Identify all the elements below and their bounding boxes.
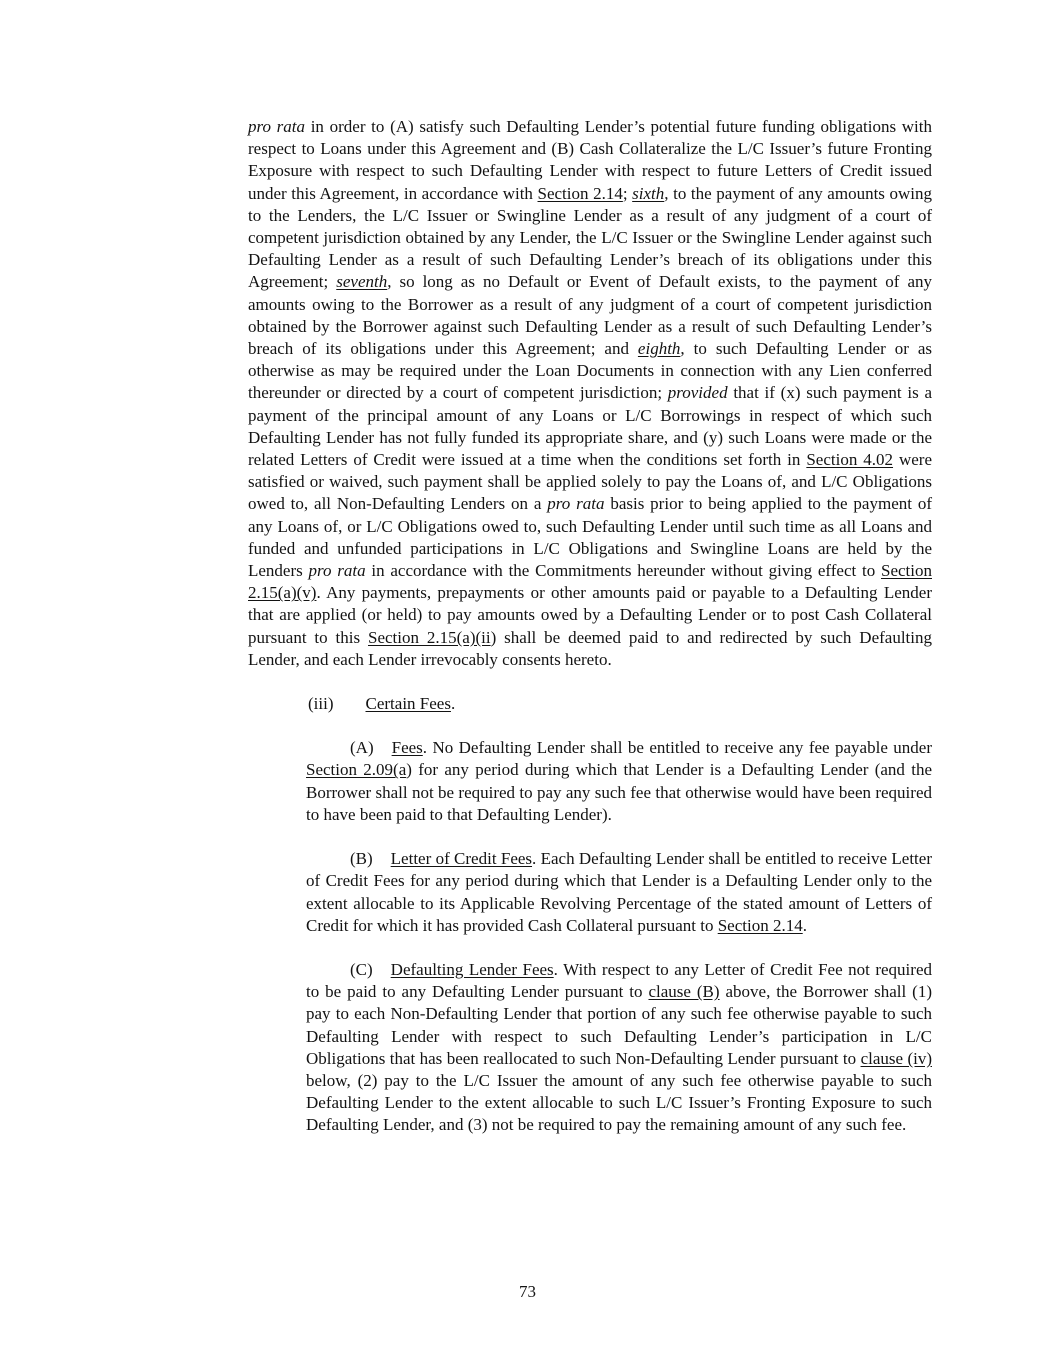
text-run: . No Defaulting Lender shall be entitled to receive any fee payable under (422, 738, 932, 758)
text-run: . (802, 915, 807, 935)
text-run: below, (2) pay to the L/C Issuer the amount of any such fee otherwise payable to such Defaulting Lender to the extent allocable to such L/C Issuer’s Fronting Exposure to such Defaulting Lender, and (3) not be required to pay the remaining amount of any such fee. (306, 1070, 932, 1135)
text-run: . Any payments, prepayments or other amounts paid or payable to a Defaulting Lender that are applied (or held) to pay amounts owed by a Defaulting Lender or to post Cash Collateral pursuant to this (248, 583, 932, 647)
text-run: ) shall be deemed paid to and redirected by such Defaulting Lender, and each Lender irrevocably consents hereto. (248, 627, 932, 669)
text-run: Section 2.14 (717, 915, 803, 935)
text-run: that if (x) such payment is a payment of the principal amount of any Loans or L/C Borrowings in respect of which such Defaulting Lender has not fully funded its appropriate share, and (y) such Loans were made or the related Letters of Credit were issued at a time when the conditions set forth in (248, 383, 932, 470)
text-run: Certain Fees (365, 694, 451, 714)
text-run: Section 4.02 (806, 450, 894, 470)
text-run: (B) (350, 849, 373, 869)
text-run: Section 2.15(a)(v) (248, 561, 932, 603)
text-run: above, the Borrower shall (1) pay to each Non-Defaulting Lender that portion of any such fee otherwise payable to such Defaulting Lender with respect to such Defaulting Lender’s participation in L/C Obligations that has been reallocated to such Non-Defaulting Lender pursuant to (306, 982, 932, 1068)
text-run: clause (B) (648, 982, 720, 1002)
text-run: Section 2.15(a)(ii (368, 627, 491, 647)
text-run: , to the payment of any amounts owing to the Lenders, the L/C Issuer or Swingline Lender as a result of any judgment of a court of competent jurisdiction obtained by any Lender, the L/C Issuer or the Swingline Lender against such Defaulting Lender as a result of such Defaulting Lender’s breach of its obligations under this Agreement; (248, 183, 932, 292)
page-number: 73 (519, 1282, 536, 1301)
text-run: . Each Defaulting Lender shall be entitled to receive Letter of Credit Fees for any period during which that Lender is a Defaulting Lender only to the extent allocable to its Applicable Revolving Percentage of the stated amount of Letters of Credit for which it has provided Cash Collateral pursuant to (306, 849, 932, 935)
text-run: Defaulting Lender Fees (390, 959, 554, 979)
text-run: (A) (350, 738, 374, 758)
text-run: , to such Defaulting Lender or as otherwise as may be required under the Loan Documents in connection with any Lien conferred thereunder or directed by a court of competent jurisdiction; (248, 339, 932, 403)
text-run: clause (iv) (860, 1048, 932, 1068)
text-run: eighth (637, 339, 681, 359)
text-run: pro rata (547, 494, 605, 514)
text-run: sixth (632, 183, 665, 203)
text-run: Letter of Credit Fees (390, 849, 533, 869)
paragraph-continuation (248, 116, 932, 671)
text-run: . (450, 694, 456, 714)
text-run: (iii) (308, 694, 334, 714)
subsection-iii-heading (308, 693, 932, 715)
clause-c-defaulting-lender-fees-paragraph (306, 959, 932, 1137)
text-run: provided (667, 383, 728, 403)
clause-b-letter-of-credit-fees-paragraph (306, 848, 932, 937)
text-run: (C) (350, 959, 373, 979)
text-run: basis prior to being applied to the payment of any Loans of, or L/C Obligations owed to, such Defaulting Lender until such time as all Loans and funded and unfunded participations in L/C Obligations and Swingline Loans are held by the Lenders (248, 494, 932, 581)
text-run: Fees (391, 738, 423, 758)
text-run: , so long as no Default or Event of Default exists, to the payment of any amounts owing to the Borrower as a result of any judgment of a court of competent jurisdiction obtained by the Borrower against such Defaulting Lender as a result of such Defaulting Lender’s breach of its obligations under this Agreement; and (248, 272, 933, 359)
text-run: seventh (336, 272, 388, 292)
text-run: Section 2.14 (537, 183, 623, 203)
text-run: . With respect to any Letter of Credit Fee not required to be paid to any Defaulting Lender pursuant to (306, 959, 932, 1002)
text-run: in order to (A) satisfy such Defaulting Lender’s potential future funding obligations with respect to Loans under this Agreement and (B) Cash Collateralize the L/C Issuer’s future Fronting Exposure with respect to such Defaulting Lender with respect to future Letters of Credit issued under this Agreement, in accordance with (248, 117, 932, 203)
text-run: Section 2.09(a (306, 760, 407, 780)
text-run: in accordance with the Commitments hereunder without giving effect to (365, 561, 881, 581)
text-block (248, 116, 932, 1137)
text-run: were satisfied or waived, such payment shall be applied solely to pay the Loans of, and L/C Obligations owed to, all Non-Defaulting Lenders on a (248, 450, 933, 514)
text-run: pro rata (248, 117, 306, 136)
text-run: ) for any period during which that Lender is a Defaulting Lender (and the Borrower shall not be required to pay any such fee that otherwise would have been required to have been paid to that Defaulting Lender). (306, 760, 932, 824)
text-run: pro rata (308, 561, 366, 581)
text-run: ; (622, 183, 633, 203)
clause-a-fees-paragraph (306, 737, 932, 826)
